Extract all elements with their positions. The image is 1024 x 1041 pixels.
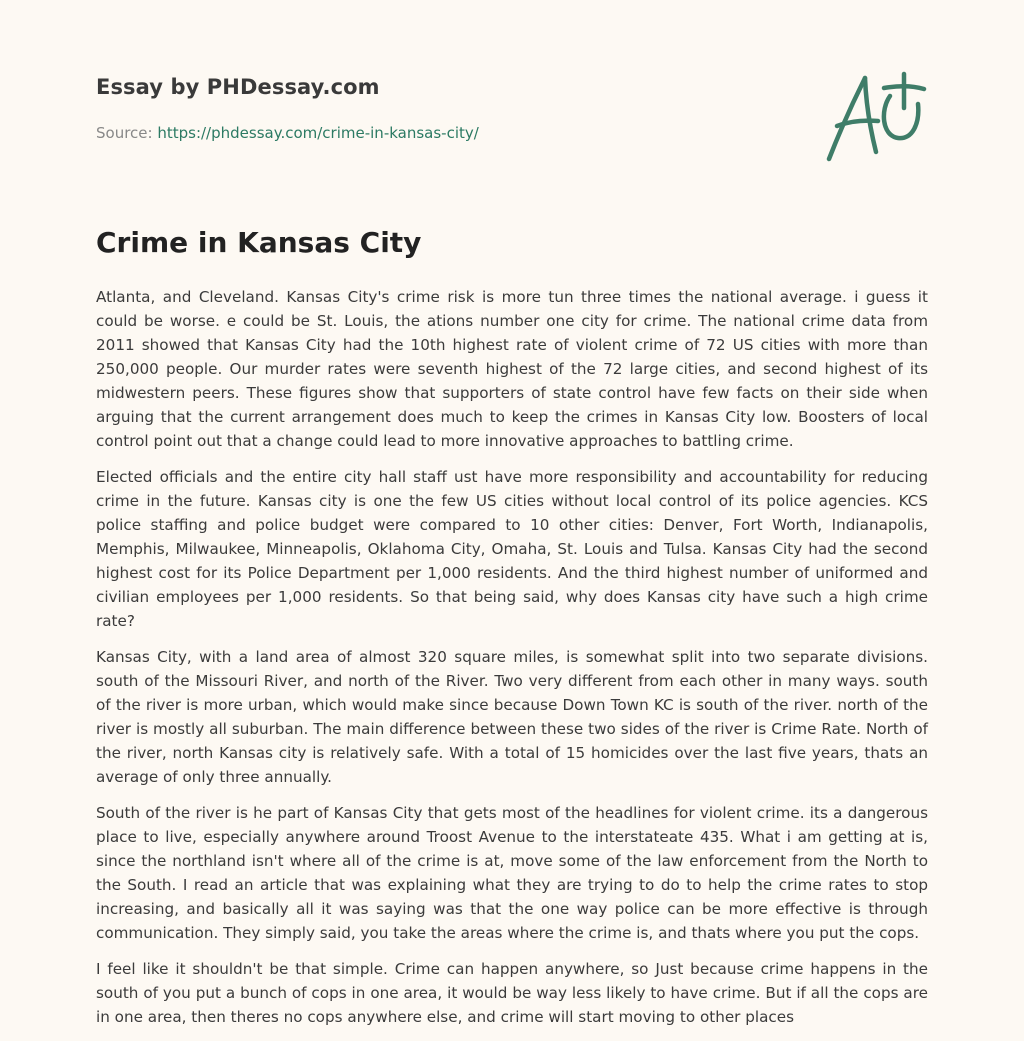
essay-paragraph: I feel like it shouldn't be that simple. Crime can happen anywhere, so Just because crime happens in the south of you put a bunch of cops in one area, it would be way less likely to have crime. But if all the cops are in one area, then theres no cops anywhere else, and crime will start moving to other places bbox=[96, 960, 928, 1026]
site-brand: Essay by PHDessay.com bbox=[96, 75, 380, 99]
a-plus-logo-icon bbox=[820, 66, 930, 166]
essay-paragraph: Atlanta, and Cleveland. Kansas City's crime risk is more tun three times the national average. i guess it could be worse. e could be St. Louis, the ations number one city for crime. The national crime data from 2011 showed that Kansas City had the 10th highest rate of violent crime of 72 US cities with more than 250,000 people. Our murder rates were seventh highest of the 72 large cities, and second highest of its midwestern peers. These figures show that supporters of state control have few facts on their side when arguing that the current arrangement does much to keep the crimes in Kansas City low. Boosters of local control point out that a change could lead to more innovative approaches to battling crime. bbox=[96, 288, 928, 450]
essay-paragraph: Elected officials and the entire city hall staff ust have more responsibility and accountability for reducing crime in the future. Kansas city is one the few US cities without local control of its police agencies. KCS police staffing and police budget were compared to 10 other cities: Denver, Fort Worth, Indianapolis, Memphis, Milwaukee, Minneapolis, Oklahoma City, Omaha, St. Louis and Tulsa. Kansas City had the second highest cost for its Police Department per 1,000 residents. And the third highest number of uniformed and civilian employees per 1,000 residents. So that being said, why does Kansas city have such a high crime rate? bbox=[96, 468, 928, 630]
essay-title: Crime in Kansas City bbox=[96, 226, 422, 259]
source-line bbox=[96, 124, 479, 142]
essay-body bbox=[96, 285, 928, 1041]
source-link[interactable]: https://phdessay.com/crime-in-kansas-city/ bbox=[157, 124, 479, 142]
essay-paragraph: Kansas City, with a land area of almost 320 square miles, is somewhat split into two separate divisions. south of the Missouri River, and north of the River. Two very different from each other in many ways. south of the river is more urban, which would make since because Down Town KC is south of the river. north of the river is mostly all suburban. The main difference between these two sides of the river is Crime Rate. North of the river, north Kansas city is relatively safe. With a total of 15 homicides over the last five years, thats an average of only three annually. bbox=[96, 648, 928, 786]
page-header bbox=[96, 75, 928, 142]
essay-paragraph: South of the river is he part of Kansas City that gets most of the headlines for violent crime. its a dangerous place to live, especially anywhere around Troost Avenue to the interstateate 435. What i am getting at is, since the northland isn't where all of the crime is at, move some of the law enforcement from the North to the South. I read an article that was explaining what they are trying to do to help the crime rates to stop increasing, and basically all it was saying was that the one way police can be more effective is through communication. They simply said, you take the areas where the crime is, and thats where you put the cops. bbox=[96, 804, 928, 942]
source-label: Source: bbox=[96, 124, 158, 142]
